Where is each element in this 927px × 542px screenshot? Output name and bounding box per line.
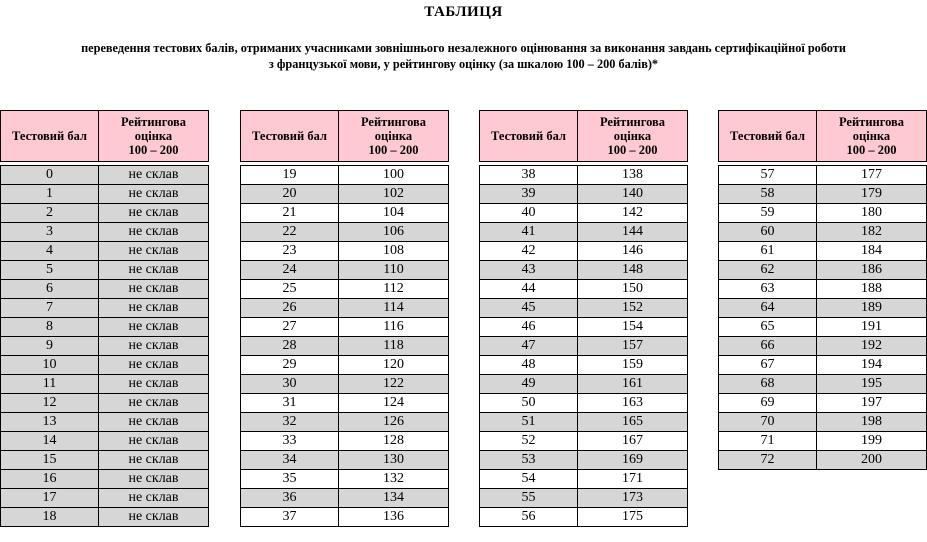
test-score-cell: 69 xyxy=(719,394,817,413)
rating-score-cell: 130 xyxy=(339,451,449,470)
subtitle-line-1: переведення тестових балів, отриманих учасниками зовнішнього незалежного оцінювання за виконання завдань сертифікаційної роботи xyxy=(81,41,846,55)
table-row xyxy=(480,299,688,318)
rating-score-cell: 195 xyxy=(817,375,927,394)
test-score-cell: 22 xyxy=(241,223,339,242)
table-row xyxy=(480,413,688,432)
document-title: ТАБЛИЦЯ xyxy=(424,4,503,20)
test-score-cell: 14 xyxy=(1,432,99,451)
header-test-score: Тестовий бал xyxy=(1,111,99,162)
test-score-cell: 16 xyxy=(1,470,99,489)
table-row xyxy=(480,356,688,375)
test-score-cell: 71 xyxy=(719,432,817,451)
test-score-cell: 18 xyxy=(1,508,99,527)
rating-score-cell: 112 xyxy=(339,280,449,299)
test-score-cell: 32 xyxy=(241,413,339,432)
test-score-cell: 37 xyxy=(241,508,339,527)
rating-score-cell: 189 xyxy=(817,299,927,318)
test-score-cell: 5 xyxy=(1,261,99,280)
rating-score-cell: 199 xyxy=(817,432,927,451)
table-row xyxy=(719,394,927,413)
table-row xyxy=(480,394,688,413)
test-score-cell: 41 xyxy=(480,223,578,242)
rating-score-cell: 154 xyxy=(578,318,688,337)
rating-score-cell: не склав xyxy=(99,394,209,413)
table-row xyxy=(480,375,688,394)
table-row xyxy=(719,432,927,451)
rating-score-cell: не склав xyxy=(99,223,209,242)
rating-score-cell: 179 xyxy=(817,185,927,204)
table-row xyxy=(241,337,449,356)
table-row xyxy=(719,356,927,375)
table-row xyxy=(1,489,209,508)
test-score-cell: 47 xyxy=(480,337,578,356)
test-score-cell: 10 xyxy=(1,356,99,375)
header-rating-rating-line2: оцінка xyxy=(374,129,413,143)
rating-score-cell: не склав xyxy=(99,337,209,356)
table-row xyxy=(241,432,449,451)
test-score-cell: 57 xyxy=(719,166,817,185)
table-row xyxy=(241,470,449,489)
rating-score-cell: 150 xyxy=(578,280,688,299)
document-subtitle xyxy=(0,40,927,72)
rating-score-cell: 186 xyxy=(817,261,927,280)
rating-score-cell: не склав xyxy=(99,451,209,470)
table-row xyxy=(719,299,927,318)
table-row xyxy=(1,394,209,413)
test-score-cell: 21 xyxy=(241,204,339,223)
table-row xyxy=(241,166,449,185)
table-row xyxy=(719,280,927,299)
test-score-cell: 2 xyxy=(1,204,99,223)
test-score-cell: 13 xyxy=(1,413,99,432)
table-row xyxy=(480,204,688,223)
table-row xyxy=(241,299,449,318)
rating-score-cell: 120 xyxy=(339,356,449,375)
table-row xyxy=(719,413,927,432)
subtitle-line-2: з французької мови, у рейтингову оцінку (за шкалою 100 – 200 балів)* xyxy=(268,57,659,71)
table-row xyxy=(480,223,688,242)
rating-score-cell: не склав xyxy=(99,413,209,432)
header-rating-rating-line3: 100 – 200 xyxy=(368,143,419,157)
header-rating-score xyxy=(99,111,209,162)
header-rating-rating-line1: Рейтингова xyxy=(599,115,666,129)
header-rating-rating-line2: оцінка xyxy=(134,129,173,143)
table-row xyxy=(1,299,209,318)
rating-score-cell: 122 xyxy=(339,375,449,394)
header-rating-score xyxy=(817,111,927,162)
table-row xyxy=(241,242,449,261)
rating-score-cell: не склав xyxy=(99,242,209,261)
test-score-cell: 35 xyxy=(241,470,339,489)
rating-score-cell: 159 xyxy=(578,356,688,375)
table-row xyxy=(1,166,209,185)
rating-score-cell: 163 xyxy=(578,394,688,413)
rating-score-cell: 194 xyxy=(817,356,927,375)
rating-score-cell: 175 xyxy=(578,508,688,527)
rating-score-cell: 169 xyxy=(578,451,688,470)
rating-score-cell: 140 xyxy=(578,185,688,204)
header-test-score: Тестовий бал xyxy=(480,111,578,162)
table-row xyxy=(1,318,209,337)
conversion-table-1 xyxy=(0,110,209,527)
test-score-cell: 34 xyxy=(241,451,339,470)
test-score-cell: 53 xyxy=(480,451,578,470)
table-row xyxy=(1,470,209,489)
table-row xyxy=(241,223,449,242)
test-score-cell: 46 xyxy=(480,318,578,337)
test-score-cell: 3 xyxy=(1,223,99,242)
test-score-cell: 52 xyxy=(480,432,578,451)
table-row xyxy=(241,375,449,394)
table-row xyxy=(480,261,688,280)
table-row xyxy=(480,166,688,185)
table-row xyxy=(1,413,209,432)
rating-score-cell: не склав xyxy=(99,432,209,451)
test-score-cell: 42 xyxy=(480,242,578,261)
test-score-cell: 11 xyxy=(1,375,99,394)
table-row xyxy=(1,508,209,527)
table-row xyxy=(241,280,449,299)
test-score-cell: 59 xyxy=(719,204,817,223)
test-score-cell: 20 xyxy=(241,185,339,204)
table-row xyxy=(480,489,688,508)
rating-score-cell: 114 xyxy=(339,299,449,318)
test-score-cell: 31 xyxy=(241,394,339,413)
conversion-table-2 xyxy=(240,110,449,527)
test-score-cell: 39 xyxy=(480,185,578,204)
test-score-cell: 44 xyxy=(480,280,578,299)
table-row xyxy=(719,223,927,242)
test-score-cell: 33 xyxy=(241,432,339,451)
rating-score-cell: 108 xyxy=(339,242,449,261)
rating-score-cell: 148 xyxy=(578,261,688,280)
table-row xyxy=(1,432,209,451)
test-score-cell: 43 xyxy=(480,261,578,280)
rating-score-cell: не склав xyxy=(99,185,209,204)
table-row xyxy=(719,451,927,470)
table-row xyxy=(480,432,688,451)
rating-score-cell: 188 xyxy=(817,280,927,299)
rating-score-cell: 138 xyxy=(578,166,688,185)
header-rating-rating-line3: 100 – 200 xyxy=(128,143,179,157)
table-row xyxy=(480,280,688,299)
table-row xyxy=(241,489,449,508)
test-score-cell: 45 xyxy=(480,299,578,318)
rating-score-cell: 100 xyxy=(339,166,449,185)
test-score-cell: 17 xyxy=(1,489,99,508)
rating-score-cell: 182 xyxy=(817,223,927,242)
rating-score-cell: 144 xyxy=(578,223,688,242)
rating-score-cell: не склав xyxy=(99,318,209,337)
header-rating-score xyxy=(339,111,449,162)
rating-score-cell: не склав xyxy=(99,204,209,223)
header-test-score: Тестовий бал xyxy=(719,111,817,162)
rating-score-cell: 134 xyxy=(339,489,449,508)
table-row xyxy=(719,261,927,280)
table-row xyxy=(1,185,209,204)
rating-score-cell: 106 xyxy=(339,223,449,242)
rating-score-cell: 152 xyxy=(578,299,688,318)
rating-score-cell: не склав xyxy=(99,280,209,299)
rating-score-cell: не склав xyxy=(99,489,209,508)
table-row xyxy=(480,318,688,337)
rating-score-cell: 146 xyxy=(578,242,688,261)
test-score-cell: 66 xyxy=(719,337,817,356)
header-rating-rating-line3: 100 – 200 xyxy=(846,143,897,157)
header-rating-rating-line3: 100 – 200 xyxy=(607,143,658,157)
test-score-cell: 19 xyxy=(241,166,339,185)
table-row xyxy=(241,261,449,280)
table-row xyxy=(1,451,209,470)
table-row xyxy=(241,508,449,527)
table-row xyxy=(1,223,209,242)
rating-score-cell: 118 xyxy=(339,337,449,356)
rating-score-cell: 102 xyxy=(339,185,449,204)
test-score-cell: 8 xyxy=(1,318,99,337)
table-row xyxy=(480,451,688,470)
test-score-cell: 7 xyxy=(1,299,99,318)
test-score-cell: 50 xyxy=(480,394,578,413)
header-rating-score xyxy=(578,111,688,162)
table-row xyxy=(480,242,688,261)
test-score-cell: 55 xyxy=(480,489,578,508)
rating-score-cell: 198 xyxy=(817,413,927,432)
test-score-cell: 0 xyxy=(1,166,99,185)
test-score-cell: 40 xyxy=(480,204,578,223)
table-row xyxy=(241,318,449,337)
rating-score-cell: 197 xyxy=(817,394,927,413)
test-score-cell: 70 xyxy=(719,413,817,432)
test-score-cell: 49 xyxy=(480,375,578,394)
test-score-cell: 64 xyxy=(719,299,817,318)
rating-score-cell: 104 xyxy=(339,204,449,223)
table-row xyxy=(241,451,449,470)
rating-score-cell: 136 xyxy=(339,508,449,527)
table-row xyxy=(241,204,449,223)
table-row xyxy=(241,185,449,204)
rating-score-cell: не склав xyxy=(99,299,209,318)
test-score-cell: 68 xyxy=(719,375,817,394)
test-score-cell: 6 xyxy=(1,280,99,299)
table-header-row xyxy=(480,111,688,162)
rating-score-cell: 171 xyxy=(578,470,688,489)
test-score-cell: 12 xyxy=(1,394,99,413)
table-row xyxy=(719,204,927,223)
test-score-cell: 24 xyxy=(241,261,339,280)
test-score-cell: 27 xyxy=(241,318,339,337)
table-row xyxy=(719,318,927,337)
test-score-cell: 26 xyxy=(241,299,339,318)
table-row xyxy=(1,204,209,223)
test-score-cell: 54 xyxy=(480,470,578,489)
table-row xyxy=(241,394,449,413)
rating-score-cell: 165 xyxy=(578,413,688,432)
table-row xyxy=(1,337,209,356)
rating-score-cell: не склав xyxy=(99,470,209,489)
table-row xyxy=(480,470,688,489)
header-rating-rating-line1: Рейтингова xyxy=(120,115,187,129)
header-rating-rating-line1: Рейтингова xyxy=(838,115,905,129)
conversion-table-3 xyxy=(479,110,688,527)
test-score-cell: 23 xyxy=(241,242,339,261)
test-score-cell: 4 xyxy=(1,242,99,261)
header-test-score: Тестовий бал xyxy=(241,111,339,162)
rating-score-cell: 110 xyxy=(339,261,449,280)
test-score-cell: 67 xyxy=(719,356,817,375)
rating-score-cell: 142 xyxy=(578,204,688,223)
table-row xyxy=(1,375,209,394)
table-row xyxy=(719,166,927,185)
rating-score-cell: 180 xyxy=(817,204,927,223)
table-row xyxy=(480,508,688,527)
rating-score-cell: 157 xyxy=(578,337,688,356)
test-score-cell: 56 xyxy=(480,508,578,527)
header-rating-rating-line1: Рейтингова xyxy=(360,115,427,129)
table-header-row xyxy=(719,111,927,162)
table-row xyxy=(480,337,688,356)
rating-score-cell: 116 xyxy=(339,318,449,337)
rating-score-cell: не склав xyxy=(99,261,209,280)
test-score-cell: 48 xyxy=(480,356,578,375)
test-score-cell: 61 xyxy=(719,242,817,261)
test-score-cell: 63 xyxy=(719,280,817,299)
test-score-cell: 1 xyxy=(1,185,99,204)
rating-score-cell: 200 xyxy=(817,451,927,470)
table-row xyxy=(1,356,209,375)
test-score-cell: 65 xyxy=(719,318,817,337)
test-score-cell: 28 xyxy=(241,337,339,356)
rating-score-cell: 184 xyxy=(817,242,927,261)
rating-score-cell: не склав xyxy=(99,508,209,527)
rating-score-cell: не склав xyxy=(99,356,209,375)
header-rating-rating-line2: оцінка xyxy=(852,129,891,143)
table-row xyxy=(1,261,209,280)
conversion-table-4 xyxy=(718,110,927,470)
rating-score-cell: 124 xyxy=(339,394,449,413)
table-row xyxy=(241,413,449,432)
rating-score-cell: не склав xyxy=(99,166,209,185)
test-score-cell: 9 xyxy=(1,337,99,356)
table-header-row xyxy=(1,111,209,162)
rating-score-cell: 192 xyxy=(817,337,927,356)
test-score-cell: 29 xyxy=(241,356,339,375)
test-score-cell: 25 xyxy=(241,280,339,299)
test-score-cell: 58 xyxy=(719,185,817,204)
rating-score-cell: 128 xyxy=(339,432,449,451)
table-row xyxy=(719,185,927,204)
test-score-cell: 36 xyxy=(241,489,339,508)
rating-score-cell: 132 xyxy=(339,470,449,489)
table-row xyxy=(241,356,449,375)
table-row xyxy=(719,375,927,394)
test-score-cell: 72 xyxy=(719,451,817,470)
rating-score-cell: 173 xyxy=(578,489,688,508)
rating-score-cell: 191 xyxy=(817,318,927,337)
table-row xyxy=(480,185,688,204)
test-score-cell: 60 xyxy=(719,223,817,242)
rating-score-cell: 167 xyxy=(578,432,688,451)
rating-score-cell: 161 xyxy=(578,375,688,394)
test-score-cell: 30 xyxy=(241,375,339,394)
rating-score-cell: 126 xyxy=(339,413,449,432)
table-row xyxy=(1,280,209,299)
test-score-cell: 15 xyxy=(1,451,99,470)
table-row xyxy=(1,242,209,261)
test-score-cell: 51 xyxy=(480,413,578,432)
header-rating-rating-line2: оцінка xyxy=(613,129,652,143)
rating-score-cell: 177 xyxy=(817,166,927,185)
test-score-cell: 38 xyxy=(480,166,578,185)
table-row xyxy=(719,242,927,261)
table-header-row xyxy=(241,111,449,162)
table-row xyxy=(719,337,927,356)
rating-score-cell: не склав xyxy=(99,375,209,394)
test-score-cell: 62 xyxy=(719,261,817,280)
